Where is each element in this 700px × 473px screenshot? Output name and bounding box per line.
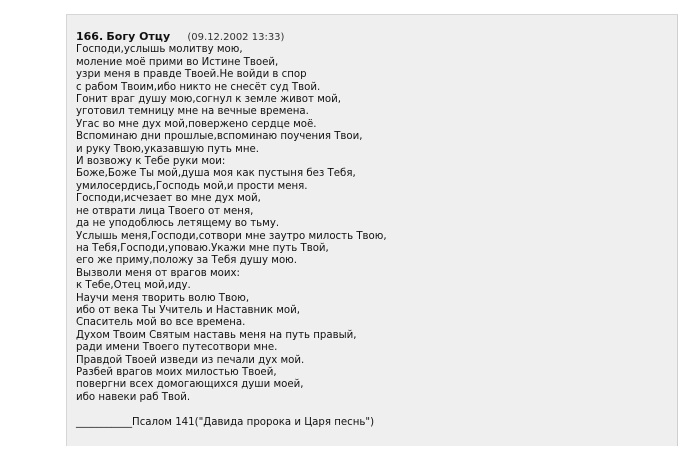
poem-body [76, 44, 669, 404]
poem-line: ради имени Твоего путесотвори мне. [76, 342, 278, 354]
post-title: Богу Отцу [106, 30, 171, 43]
blank-line [76, 404, 669, 416]
post-date: (09.12.2002 13:33) [187, 32, 285, 43]
post-container [66, 14, 678, 446]
poem-line: Гонит враг душу мою,согнул к земле живот мой, [76, 94, 341, 106]
poem-line: с рабом Твоим,ибо никто не снесёт суд Твой. [76, 81, 321, 93]
post-number: 166. [76, 30, 104, 43]
poem-line: Спаситель мой во все времена. [76, 317, 246, 329]
poem-line: Господи,услышь молитву мою, [76, 44, 243, 56]
poem-line: к Тебе,Отец мой,иду. [76, 280, 191, 292]
poem-line: И возвожу к Тебе руки мои: [76, 156, 226, 168]
poem-line: не отврати лица Твоего от меня, [76, 205, 254, 217]
post-content [76, 31, 669, 429]
poem-line: ибо навеки раб Твой. [76, 391, 191, 403]
poem-line: Разбей врагов моих милостью Твоей, [76, 366, 277, 378]
poem-line: Господи,исчезает во мне дух мой, [76, 193, 261, 205]
poem-line: ибо от века Ты Учитель и Наставник мой, [76, 304, 300, 316]
poem-line: на Тебя,Господи,уповаю.Укажи мне путь Твой, [76, 242, 329, 254]
poem-line: его же приму,положу за Тебя душу мою. [76, 255, 297, 267]
poem-line: Духом Твоим Святым наставь меня на путь правый, [76, 329, 357, 341]
poem-line: Правдой Твоей изведи из печали дух мой. [76, 354, 305, 366]
post-footer: ___________Псалом 141("Давида пророка и Царя песнь") [76, 416, 375, 428]
post-header [76, 31, 669, 44]
poem-line: Научи меня творить волю Твою, [76, 292, 250, 304]
poem-line: узри меня в правде Твоей.Не войди в спор [76, 69, 307, 81]
poem-line: Вызволи меня от врагов моих: [76, 267, 240, 279]
poem-line: Боже,Боже Ты мой,душа моя как пустыня без Тебя, [76, 168, 356, 180]
poem-line: повергни всех домогающихся души моей, [76, 379, 304, 391]
poem-line: да не уподоблюсь летящему во тьму. [76, 218, 280, 230]
poem-line: Вспоминаю дни прошлые,вспоминаю поучения Твои, [76, 131, 363, 143]
poem-line: Услышь меня,Господи,сотвори мне заутро милость Твою, [76, 230, 387, 242]
poem-line: моление моё прими во Истине Твоей, [76, 56, 279, 68]
poem-line: уготовил темницу мне на вечные времена. [76, 106, 309, 118]
poem-line: умилосердись,Господь мой,и прости меня. [76, 180, 308, 192]
poem-line: и руку Твою,указавшую путь мне. [76, 143, 260, 155]
poem-line: Угас во мне дух мой,повержено сердце моё. [76, 118, 317, 130]
